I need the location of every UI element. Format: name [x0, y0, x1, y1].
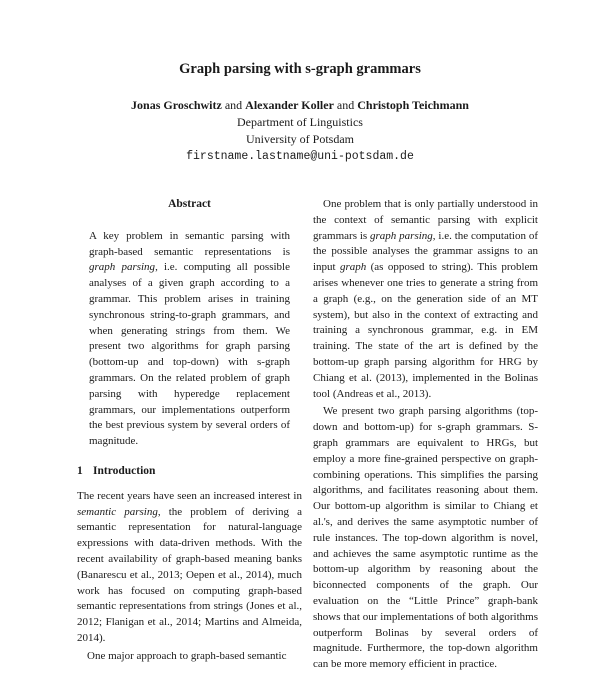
author-line [0, 97, 600, 114]
author-email: firstname.lastname@uni-potsdam.de [186, 150, 414, 163]
author-block [0, 97, 600, 165]
author-separator: and [224, 98, 243, 112]
author-university: University of Potsdam [246, 132, 354, 146]
abstract-emphasis: graph parsing [89, 261, 156, 274]
body-emphasis: semantic parsing [77, 505, 158, 518]
author-department: Department of Linguistics [237, 115, 363, 129]
abstract-text: , i.e. computing all possible analyses of a given graph according to a grammar. This problem arises in training synchronous string-to-graph grammars, and when generating strings from them. We present two algorithms for graph parsing (bottom-up and top-down) with s-graph grammars. On the related problem of graph parsing with hyperedge replacement grammars, our implementations outperform the best previous system by several orders of magnitude. [89, 261, 290, 448]
right-column [313, 197, 538, 673]
intro-paragraph: One major approach to graph-based semantic [87, 649, 287, 662]
body-text: (as opposed to string). This problem arises whenever one tries to generate a string from a graph (e.g., on the generation side of an MT system), but also in the context of extracting and training a synchronous grammar, e.g. in EM training. The state of the art is defined by the bottom-up graph parsing algorithm for HRG by Chiang et al. (2013), implemented in the Bolinas tool (Andreas et al., 2013). [313, 261, 538, 400]
author-name: Jonas Groschwitz [131, 98, 222, 112]
abstract-heading: Abstract [168, 198, 211, 210]
body-text: The recent years have seen an increased interest in [77, 489, 302, 502]
author-separator: and [336, 98, 355, 112]
author-name: Alexander Koller [245, 98, 334, 112]
author-name: Christoph Teichmann [357, 98, 469, 112]
body-text: One problem that is only partially understood in the context of semantic parsing with explicit grammars is [313, 198, 538, 242]
body-emphasis: graph parsing [370, 229, 433, 242]
body-paragraph: We present two graph parsing algorithms (top-down and bottom-up) for s-graph grammars. S-graph grammars are equivalent to HRGs, but employ a more fine-grained perspective on graph-combining operations. This simplifies the parsing algorithms, and facilitates reasoning about them. Our bottom-up algorithm is similar to Chiang et al.'s, and derives the same asymptotic number of rule instances. The top-down algorithm is novel, and achieves the same asymptotic runtime as the bottom-up algorithm by reasoning about the biconnected components of the graph. Our evaluation on the “Little Prince” graph-bank shows that our implementations of both algorithms outperform Bolinas by several orders of magnitude. Furthermore, the top-down algorithm can be more memory efficient in practice. [313, 405, 538, 671]
left-column [77, 197, 302, 665]
abstract-body [77, 229, 302, 450]
body-text: , the problem of deriving a semantic representation for natural-language expressions with data-driven methods. With the recent availability of graph-based meaning banks (Banarescu et al., 2013; Oepen et al., 2014), much work has focused on computing graph-based semantic representations from strings (Jones et al., 2012; Flanigan et al., 2014; Martins and Almeida, 2014). [77, 505, 302, 644]
intro-paragraph [77, 489, 302, 647]
section-heading-introduction [77, 464, 302, 480]
body-paragraph [313, 197, 538, 402]
abstract-text: A key problem in semantic parsing with graph-based semantic representations is [89, 229, 290, 258]
section-number: 1 [77, 464, 83, 477]
body-text: , i.e. the computation of the possible analyses the grammar assigns to an input [313, 229, 538, 274]
paper-title: Graph parsing with s-graph grammars [179, 61, 421, 77]
body-emphasis: graph [339, 261, 367, 274]
section-title: Introduction [93, 464, 156, 477]
